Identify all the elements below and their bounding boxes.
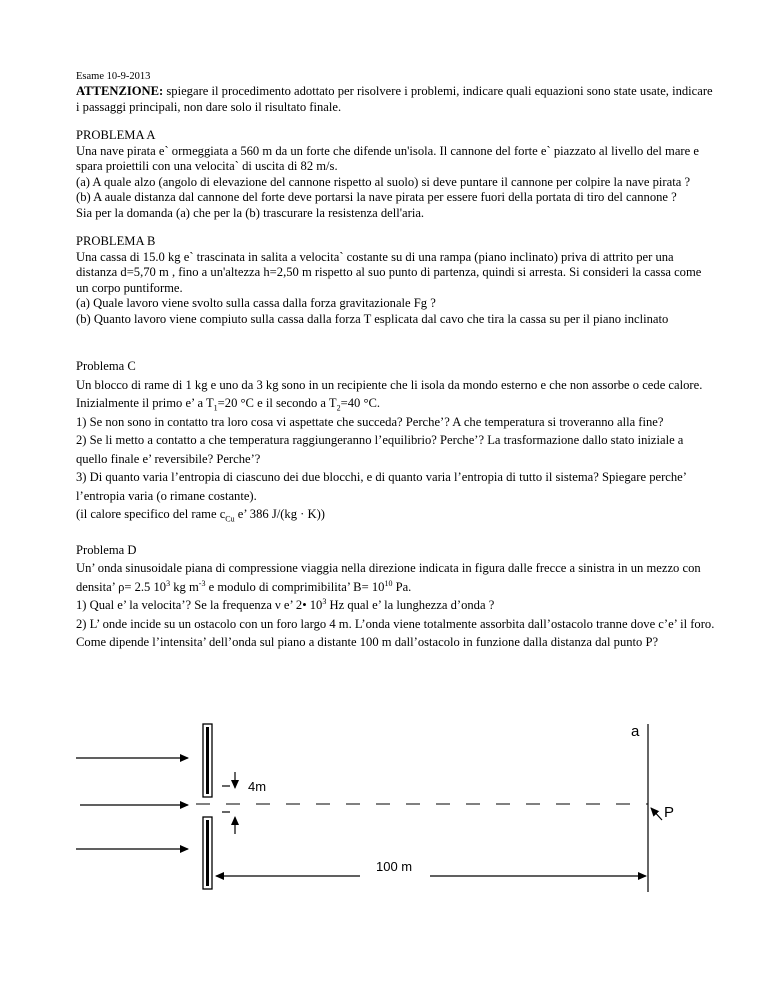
unit-exponent: -3	[198, 578, 206, 588]
problem-d-question-1-text-1: 1) Qual e’ la velocita’? Se la frequenza ν e’ 2• 10	[76, 598, 323, 612]
problem-c-question-2: 2) Se li metto a contatto a che temperatura raggiungeranno l’equilibrio? Perche’? La trasformazione dallo stato iniziale a quello finale e’ reversibile? Perche’?	[76, 433, 684, 466]
b-exponent: 10	[384, 578, 393, 588]
exam-page	[76, 70, 716, 652]
problem-b-body: Una cassa di 15.0 kg e` trascinata in salita a velocita` costante su di una rampa (piano inclinato) priva di attrito per una distanza d=5,70 m , fino a un'altezza h=2,50 m rispetto al suo punto di partenza, quindi si arresta. Si consideri la cassa come un corpo puntiforme.	[76, 249, 702, 295]
problem-d-body-text-2: kg m	[170, 579, 199, 594]
problem-a-note: Sia per la domanda (a) che per la (b) trascurare la resistenza dell'aria.	[76, 205, 425, 220]
exam-date: Esame 10-9-2013	[76, 71, 151, 82]
problem-d-body	[76, 559, 716, 596]
problem-c-body-text-1: Un blocco di rame di 1 kg e uno da 3 kg sono in un recipiente che li isola da mondo esterno e che non assorbe o cede calore. Inizialmente il primo e’ a T	[76, 377, 703, 410]
problem-c-note-text-2: e’ 386 J/(kg · K))	[234, 507, 325, 521]
problem-d-body-text-4: Pa.	[392, 579, 412, 594]
rho-exponent: 3	[166, 578, 171, 588]
problem-b-question-a: (a) Quale lavoro viene svolto sulla cassa dalla forza gravitazionale Fg ?	[76, 296, 436, 310]
problem-b	[76, 234, 716, 327]
problem-d-question-1-text-2: Hz qual e’ la lunghezza d’onda ?	[326, 598, 495, 612]
screen-label-a: a	[631, 723, 640, 740]
problem-c-body-text-3: =40 °C.	[340, 396, 381, 410]
problem-a-title: PROBLEMA A	[76, 128, 156, 142]
problem-c-note-text-1: (il calore specifico del rame c	[76, 507, 226, 521]
wave-diagram	[0, 716, 768, 906]
problem-c-note	[76, 505, 716, 524]
problem-d-question-1	[76, 596, 716, 615]
t1-subscript: 1	[213, 403, 218, 413]
problem-c	[76, 357, 716, 524]
distance-label: 100 m	[376, 859, 413, 874]
point-p-label: P	[664, 804, 675, 821]
warning-label: ATTENZIONE:	[76, 84, 164, 98]
problem-c-question-3: 3) Di quanto varia l’entropia di ciascuno dei due blocchi, e di quanto varia l’entropia di tutto il sistema? Spiegare perche’ l’entropia varia (o rimane costante).	[76, 470, 687, 503]
problem-a-body: Una nave pirata e` ormeggiata a 560 m da un forte che difende un'isola. Il cannone del forte e` piazzato al livello del mare e spara proiettili con una velocita` di uscita di 82 m/s.	[76, 143, 699, 173]
problem-c-title: Problema C	[76, 359, 136, 373]
point-p-arrow	[651, 808, 662, 820]
problem-d-title: Problema D	[76, 542, 137, 557]
problem-a-question-b: (b) A auale distanza dal cannone del forte deve portarsi la nave pirata per essere fuori della portata di tiro del cannone ?	[76, 190, 677, 204]
cu-subscript: Cu	[225, 514, 235, 524]
t2-subscript: 2	[336, 403, 341, 413]
problem-d-body-text-3: e modulo di comprimibilita’ B= 10	[205, 579, 385, 594]
problem-d-body-text-1: Un’ onda sinusoidale piana di compressione viaggia nella direzione indicata in figura dalle frecce a sinistra in un mezzo con densita’ ρ= 2.5 10	[76, 561, 701, 594]
warning-text: spiegare il procedimento adottato per risolvere i problemi, indicare quali equazioni sono state usate, indicare i passaggi principali, non dare solo il risultato finale.	[76, 84, 713, 114]
problem-c-body-text-2: =20 °C e il secondo a T	[217, 396, 337, 410]
problem-c-question-1: 1) Se non sono in contatto tra loro cosa vi aspettate che succeda? Perche’? A che temperatura si troveranno alla fine?	[76, 414, 664, 429]
problem-b-title: PROBLEMA B	[76, 234, 156, 248]
problem-d	[76, 541, 716, 652]
problem-a	[76, 128, 716, 221]
warning-paragraph	[76, 84, 716, 115]
problem-b-question-b: (b) Quanto lavoro viene compiuto sulla cassa dalla forza T esplicata dal cavo che tira la cassa su per il piano inclinato	[76, 311, 669, 326]
hole-width-label: 4m	[248, 779, 267, 794]
frequency-exponent: 3	[322, 596, 327, 606]
problem-d-question-2: 2) L’ onde incide su un ostacolo con un foro largo 4 m. L’onda viene totalmente assorbita dall’ostacolo tranne dove c’e’ il foro. Come dipende l’intensita’ dell’onda sul piano a distante 100 m dall’ostacolo in funzione dalla distanza dal punto P?	[76, 616, 715, 649]
problem-c-body	[76, 376, 716, 413]
problem-a-question-a: (a) A quale alzo (angolo di elevazione del cannone rispetto al suolo) si deve puntare il cannone per colpire la nave pirata ?	[76, 174, 691, 189]
